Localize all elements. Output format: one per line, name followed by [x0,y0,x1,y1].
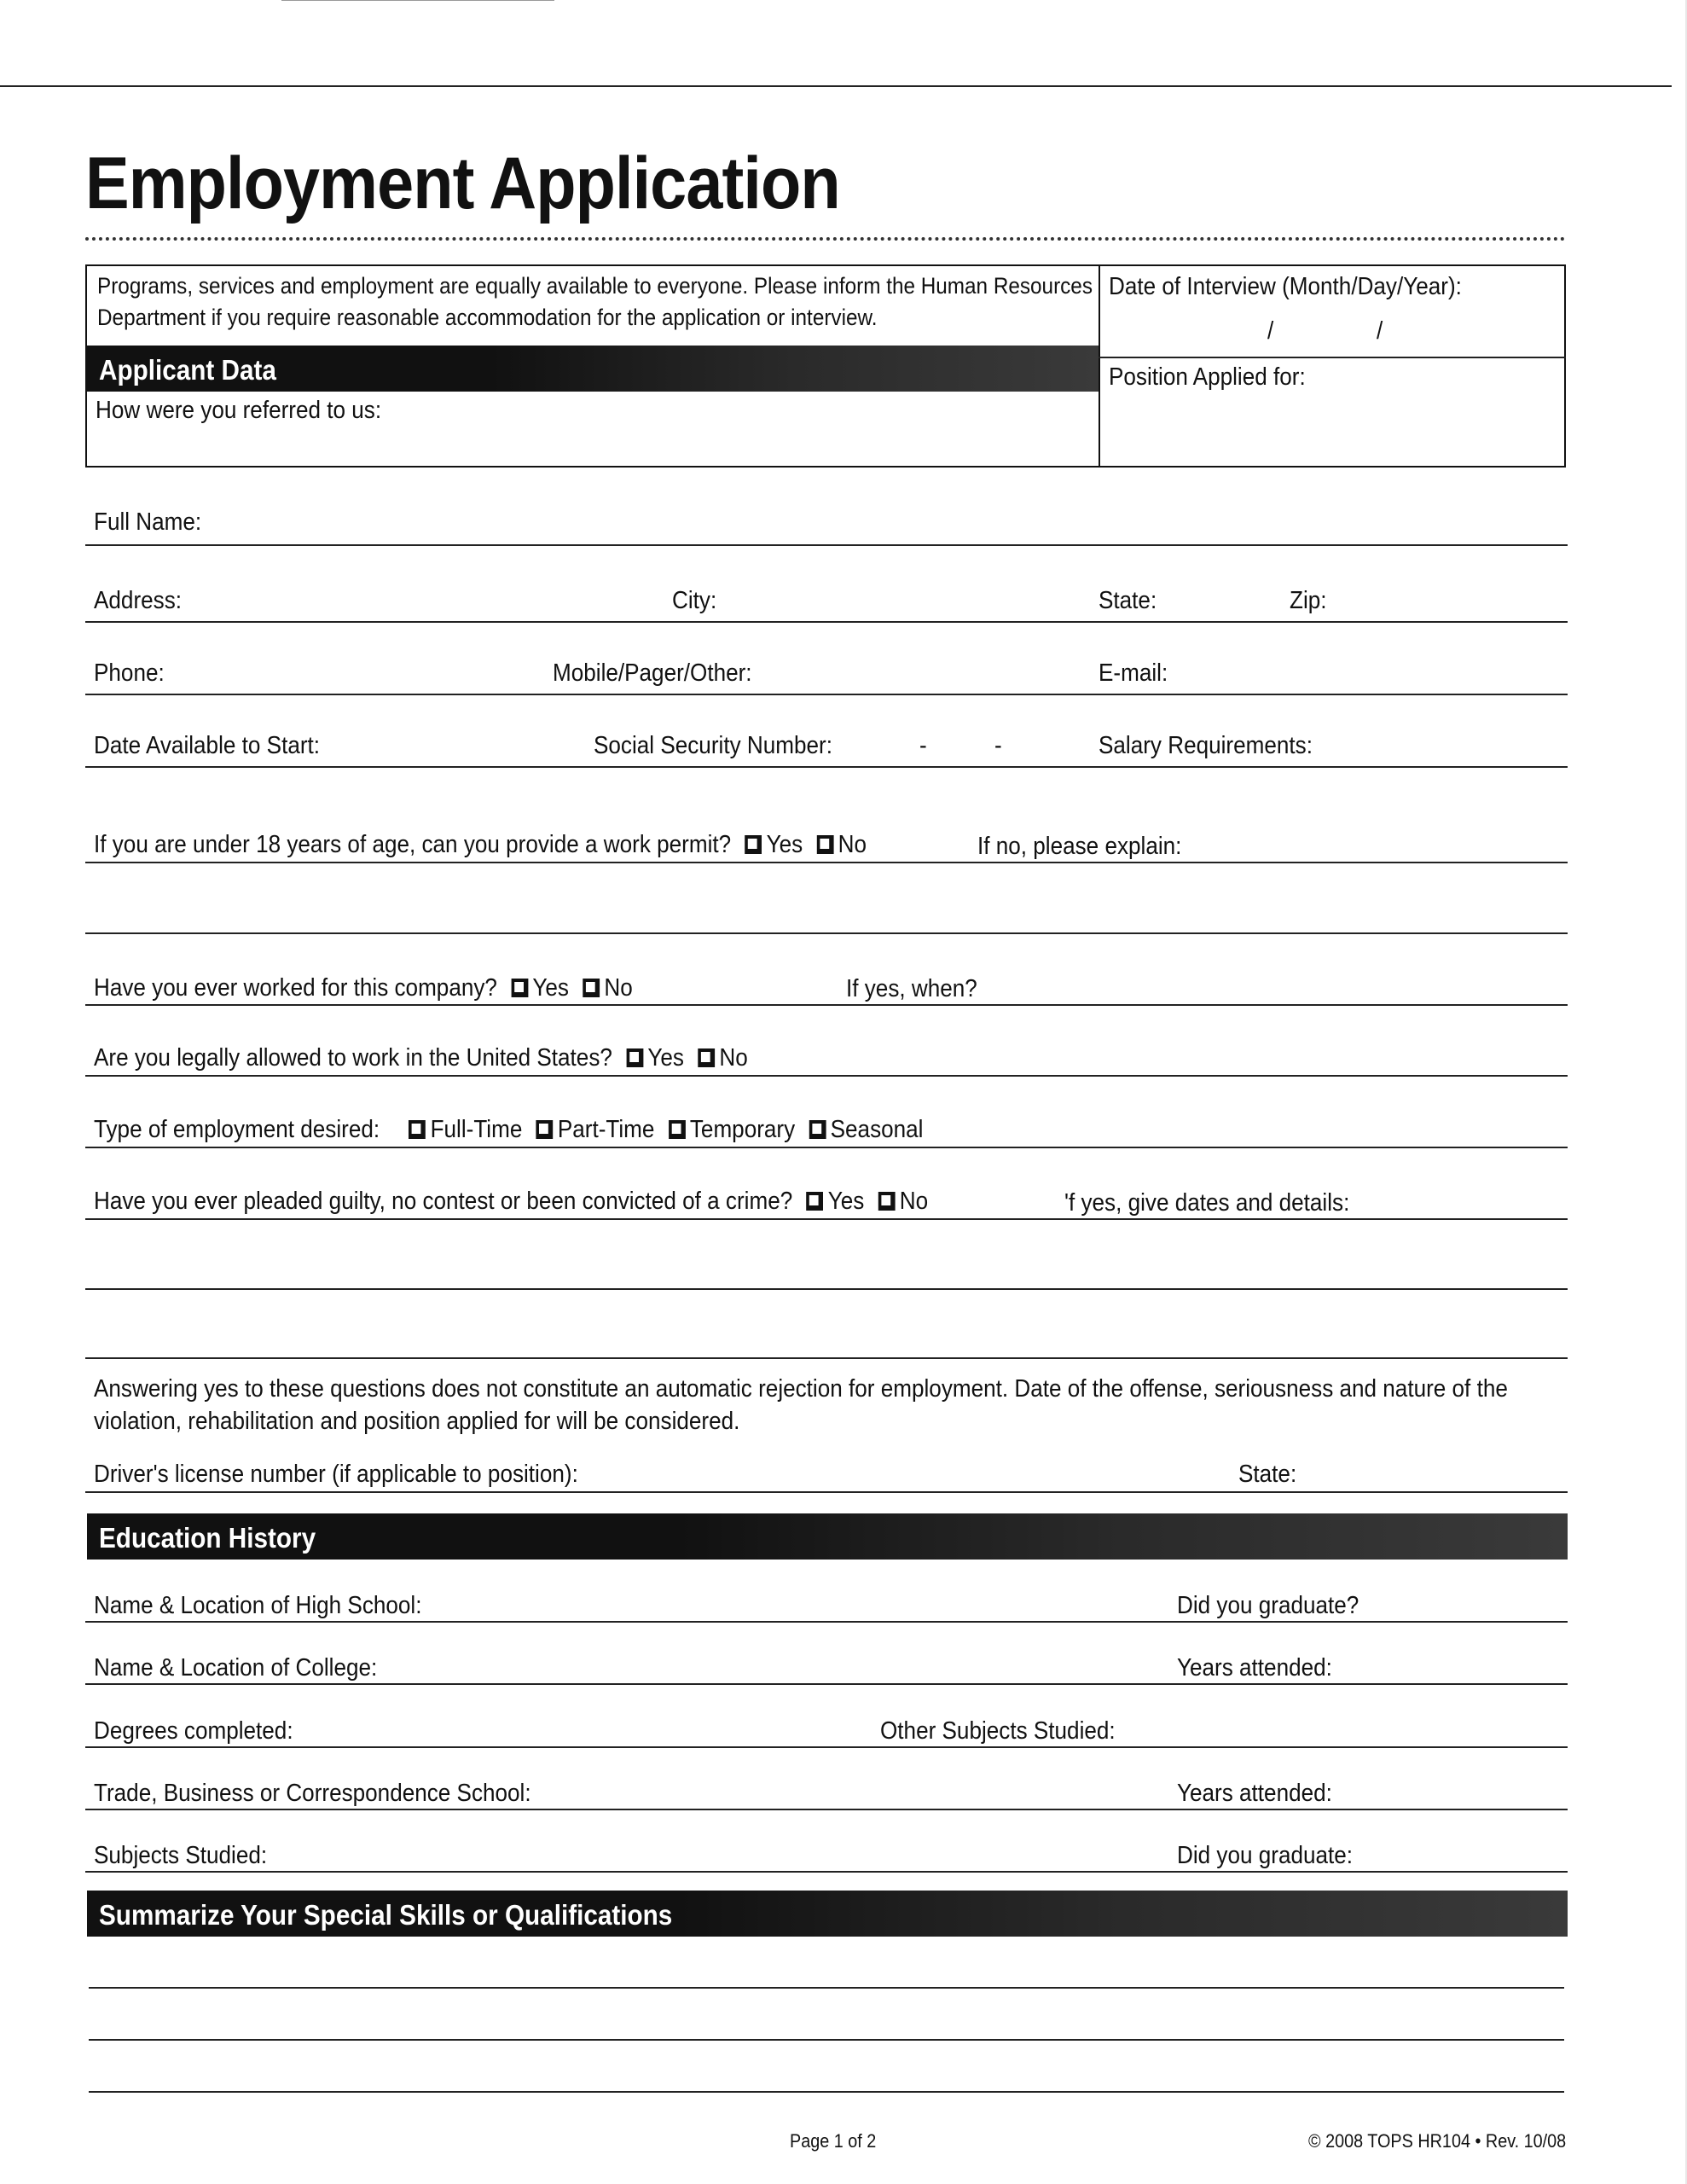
mobile-input[interactable] [768,653,1092,691]
work-permit-text: If you are under 18 years of age, can you provide a work permit? [94,831,732,858]
interview-slash-2: / [1377,317,1383,345]
rule-phone [85,694,1568,695]
subjects-label: Subjects Studied: [94,1842,268,1869]
section-education-history [87,1513,1568,1560]
skills-input[interactable] [85,1945,1568,2090]
title-dotted-rule [85,237,1566,241]
rule-work-permit-extra [85,932,1568,934]
rule-skills-1 [89,1987,1564,1989]
rule-legal [85,1075,1568,1077]
college-input[interactable] [409,1649,1168,1685]
full-time-label: Full-Time [430,1116,523,1143]
crime-details-label: 'f yes, give dates and details: [1064,1189,1350,1217]
high-school-graduate-label: Did you graduate? [1177,1592,1359,1619]
license-state-label: State: [1238,1461,1297,1488]
temporary-label: Temporary [689,1116,796,1143]
trade-graduate-label: Did you graduate: [1177,1842,1354,1869]
trade-graduate-input[interactable] [1365,1837,1561,1873]
subjects-input[interactable] [290,1837,1168,1873]
worked-before-yes-checkbox[interactable] [511,979,528,997]
full-name-label: Full Name: [94,508,202,536]
worked-before-text: Have you ever worked for this company? [94,974,497,1002]
full-name-input[interactable] [213,503,1561,543]
address-label: Address: [94,587,183,614]
position-label: Position Applied for: [1109,363,1306,391]
date-available-label: Date Available to Start: [94,732,321,759]
top-rule [0,85,1672,87]
copyright: © 2008 TOPS HR104 • Rev. 10/08 [1308,2130,1567,2152]
worked-before-no-label: No [604,974,633,1002]
work-permit-question [94,833,867,857]
legal-question [94,1046,748,1071]
degrees-input[interactable] [316,1712,870,1748]
rule-worked-before [85,1004,1568,1006]
phone-label: Phone: [94,659,165,687]
rule-subjects [85,1871,1568,1873]
rule-crime-extra-2 [85,1357,1568,1359]
disclaimer-line-2: violation, rehabilitation and position applied for will be considered. [94,1408,740,1435]
ssn-input[interactable] [844,727,1092,764]
date-available-input[interactable] [333,727,588,764]
rule-trade [85,1809,1568,1810]
other-subjects-label: Other Subjects Studied: [880,1717,1116,1745]
rule-skills-2 [89,2039,1564,2041]
salary-input[interactable] [1313,727,1561,764]
crime-no-checkbox[interactable] [878,1192,896,1211]
rule-address [85,621,1568,623]
crime-details-input[interactable] [1365,1182,1561,1220]
license-state-input[interactable] [1313,1455,1561,1493]
page-title: Employment Application [85,142,840,224]
interview-divider [1099,357,1566,358]
degrees-label: Degrees completed: [94,1717,293,1745]
section-title: Applicant Data [99,354,276,386]
legal-text: Are you legally allowed to work in the United States? [94,1044,612,1072]
high-school-label: Name & Location of High School: [94,1592,422,1619]
college-years-label: Years attended: [1177,1654,1332,1682]
work-permit-no-checkbox[interactable] [816,835,833,854]
rule-degrees [85,1746,1568,1748]
ssn-dash-2: - [994,732,1002,759]
section-applicant-data [87,346,1099,392]
address-input[interactable] [188,582,665,619]
section-title: Summarize Your Special Skills or Qualifications [99,1899,673,1931]
notice-line-1: Programs, services and employment are equally available to everyone. Please inform the Human Resources [97,273,1093,299]
legal-no-label: No [719,1044,748,1072]
worked-before-question [94,976,633,1001]
rule-full-name [85,544,1568,546]
email-input[interactable] [1177,653,1561,691]
work-permit-explain-input[interactable] [1194,826,1561,863]
legal-yes-checkbox[interactable] [626,1048,643,1067]
crime-yes-checkbox[interactable] [807,1192,824,1211]
notice-line-2: Department if you require reasonable accommodation for the application or interview. [97,305,878,330]
mobile-label: Mobile/Pager/Other: [553,659,752,687]
full-time-checkbox[interactable] [409,1120,426,1139]
worked-when-label: If yes, when? [846,975,977,1002]
high-school-input[interactable] [452,1587,1168,1623]
college-label: Name & Location of College: [94,1654,378,1682]
crime-details-extra-input-1[interactable] [85,1242,1568,1288]
trade-school-label: Trade, Business or Correspondence School: [94,1780,531,1807]
work-permit-explain-extra-input[interactable] [85,887,1568,933]
part-time-label: Part-Time [557,1116,655,1143]
interview-date-input[interactable] [1109,312,1552,350]
section-special-skills [87,1891,1568,1937]
work-permit-yes-label: Yes [766,831,803,858]
rule-crime-extra-1 [85,1288,1568,1290]
employment-type-text: Type of employment desired: [94,1116,380,1143]
scan-edge-line [281,0,554,1]
crime-no-label: No [899,1188,929,1215]
rule-date-available [85,766,1568,768]
city-label: City: [672,587,717,614]
high-school-graduate-input[interactable] [1365,1587,1561,1623]
seasonal-label: Seasonal [830,1116,924,1143]
crime-details-extra-input-2[interactable] [85,1312,1568,1358]
rule-college [85,1683,1568,1685]
state-label: State: [1099,587,1157,614]
crime-text: Have you ever pleaded guilty, no contest or been convicted of a crime? [94,1188,793,1215]
temporary-checkbox[interactable] [669,1120,686,1139]
phone-input[interactable] [171,653,546,691]
other-subjects-input[interactable] [1134,1712,1561,1748]
interview-date-label: Date of Interview (Month/Day/Year): [1109,273,1462,300]
rule-license [85,1491,1568,1493]
position-input[interactable] [1109,398,1552,457]
rule-high-school [85,1621,1568,1623]
employment-type-question [94,1118,923,1142]
work-permit-explain-label: If no, please explain: [977,833,1182,860]
section-title: Education History [99,1522,316,1554]
crime-question [94,1189,928,1214]
worked-when-input[interactable] [989,969,1561,1007]
email-label: E-mail: [1099,659,1168,687]
rule-employment-type [85,1147,1568,1148]
zip-label: Zip: [1290,587,1327,614]
referred-label: How were you referred to us: [96,397,382,424]
state-input[interactable] [1168,582,1279,619]
interview-slash-1: / [1267,317,1274,345]
trade-years-input[interactable] [1348,1774,1561,1810]
trade-school-input[interactable] [563,1774,1168,1810]
city-input[interactable] [725,582,1092,619]
license-input[interactable] [614,1455,1228,1493]
crime-yes-label: Yes [827,1188,865,1215]
part-time-checkbox[interactable] [536,1120,554,1139]
trade-years-label: Years attended: [1177,1780,1332,1807]
page-number: Page 1 of 2 [790,2130,877,2152]
worked-before-yes-label: Yes [532,974,569,1002]
ssn-dash-1: - [919,732,927,759]
legal-no-checkbox[interactable] [698,1048,715,1067]
work-permit-no-label: No [838,831,867,858]
rule-crime [85,1218,1568,1220]
worked-before-no-checkbox[interactable] [583,979,600,997]
rule-skills-3 [89,2091,1564,2093]
rule-work-permit [85,862,1568,863]
disclaimer-line-1: Answering yes to these questions does not constitute an automatic rejection for employment. Date of the offense, seriousness and nature of the [94,1375,1508,1403]
ssn-label: Social Security Number: [594,732,832,759]
license-label: Driver's license number (if applicable to position): [94,1461,578,1488]
legal-yes-label: Yes [647,1044,684,1072]
referred-input[interactable] [375,392,1092,461]
college-years-input[interactable] [1348,1649,1561,1685]
work-permit-yes-checkbox[interactable] [745,835,762,854]
salary-label: Salary Requirements: [1099,732,1313,759]
zip-input[interactable] [1336,582,1561,619]
seasonal-checkbox[interactable] [809,1120,826,1139]
